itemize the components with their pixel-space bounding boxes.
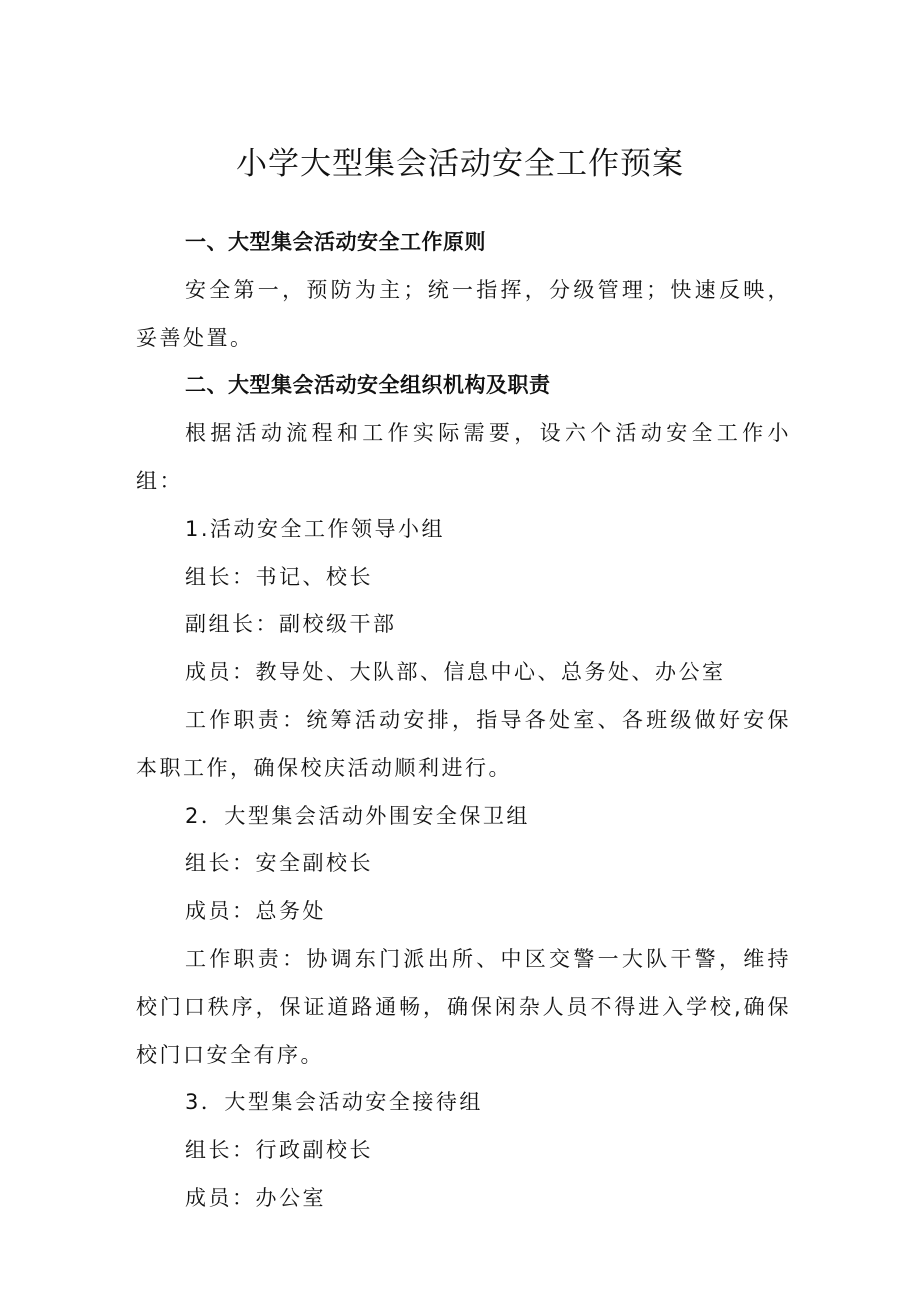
group-2-leader: 组长：安全副校长 xyxy=(185,851,373,876)
group-1-leader: 组长：书记、校长 xyxy=(185,564,373,589)
paragraph-principles: 安全第一，预防为主；统一指挥，分级管理；快速反映，妥善处置。 xyxy=(136,277,791,350)
section-heading-principles: 一、大型集会活动安全工作原则 xyxy=(185,230,486,254)
group-2-members: 成员：总务处 xyxy=(185,899,326,924)
paragraph-intro: 根据活动流程和工作实际需要，设六个活动安全工作小组： xyxy=(136,421,791,493)
group-1-deputy-leader: 副组长：副校级干部 xyxy=(185,612,397,637)
group-1-title: 1.活动安全工作领导小组 xyxy=(185,516,446,541)
document-body xyxy=(136,219,791,1223)
group-3-leader: 组长：行政副校长 xyxy=(185,1138,373,1163)
group-2-title: 2．大型集会活动外围安全保卫组 xyxy=(185,803,530,828)
section-heading-organization: 二、大型集会活动安全组织机构及职责 xyxy=(185,373,551,398)
group-1-duties: 工作职责：统筹活动安排，指导各处室、各班级做好安保本职工作，确保校庆活动顺利进行。 xyxy=(136,707,791,780)
group-3-title: 3．大型集会活动安全接待组 xyxy=(185,1090,483,1115)
group-1-members: 成员：教导处、大队部、信息中心、总务处、办公室 xyxy=(185,660,726,685)
group-3-members: 成员：办公室 xyxy=(185,1185,326,1210)
document-title: 小学大型集会活动安全工作预案 xyxy=(236,146,684,182)
group-2-duties: 工作职责：协调东门派出所、中区交警一大队干警，维持校门口秩序，保证道路通畅，确保闲杂人员不得进入学校,确保校门口安全有序。 xyxy=(136,946,791,1067)
